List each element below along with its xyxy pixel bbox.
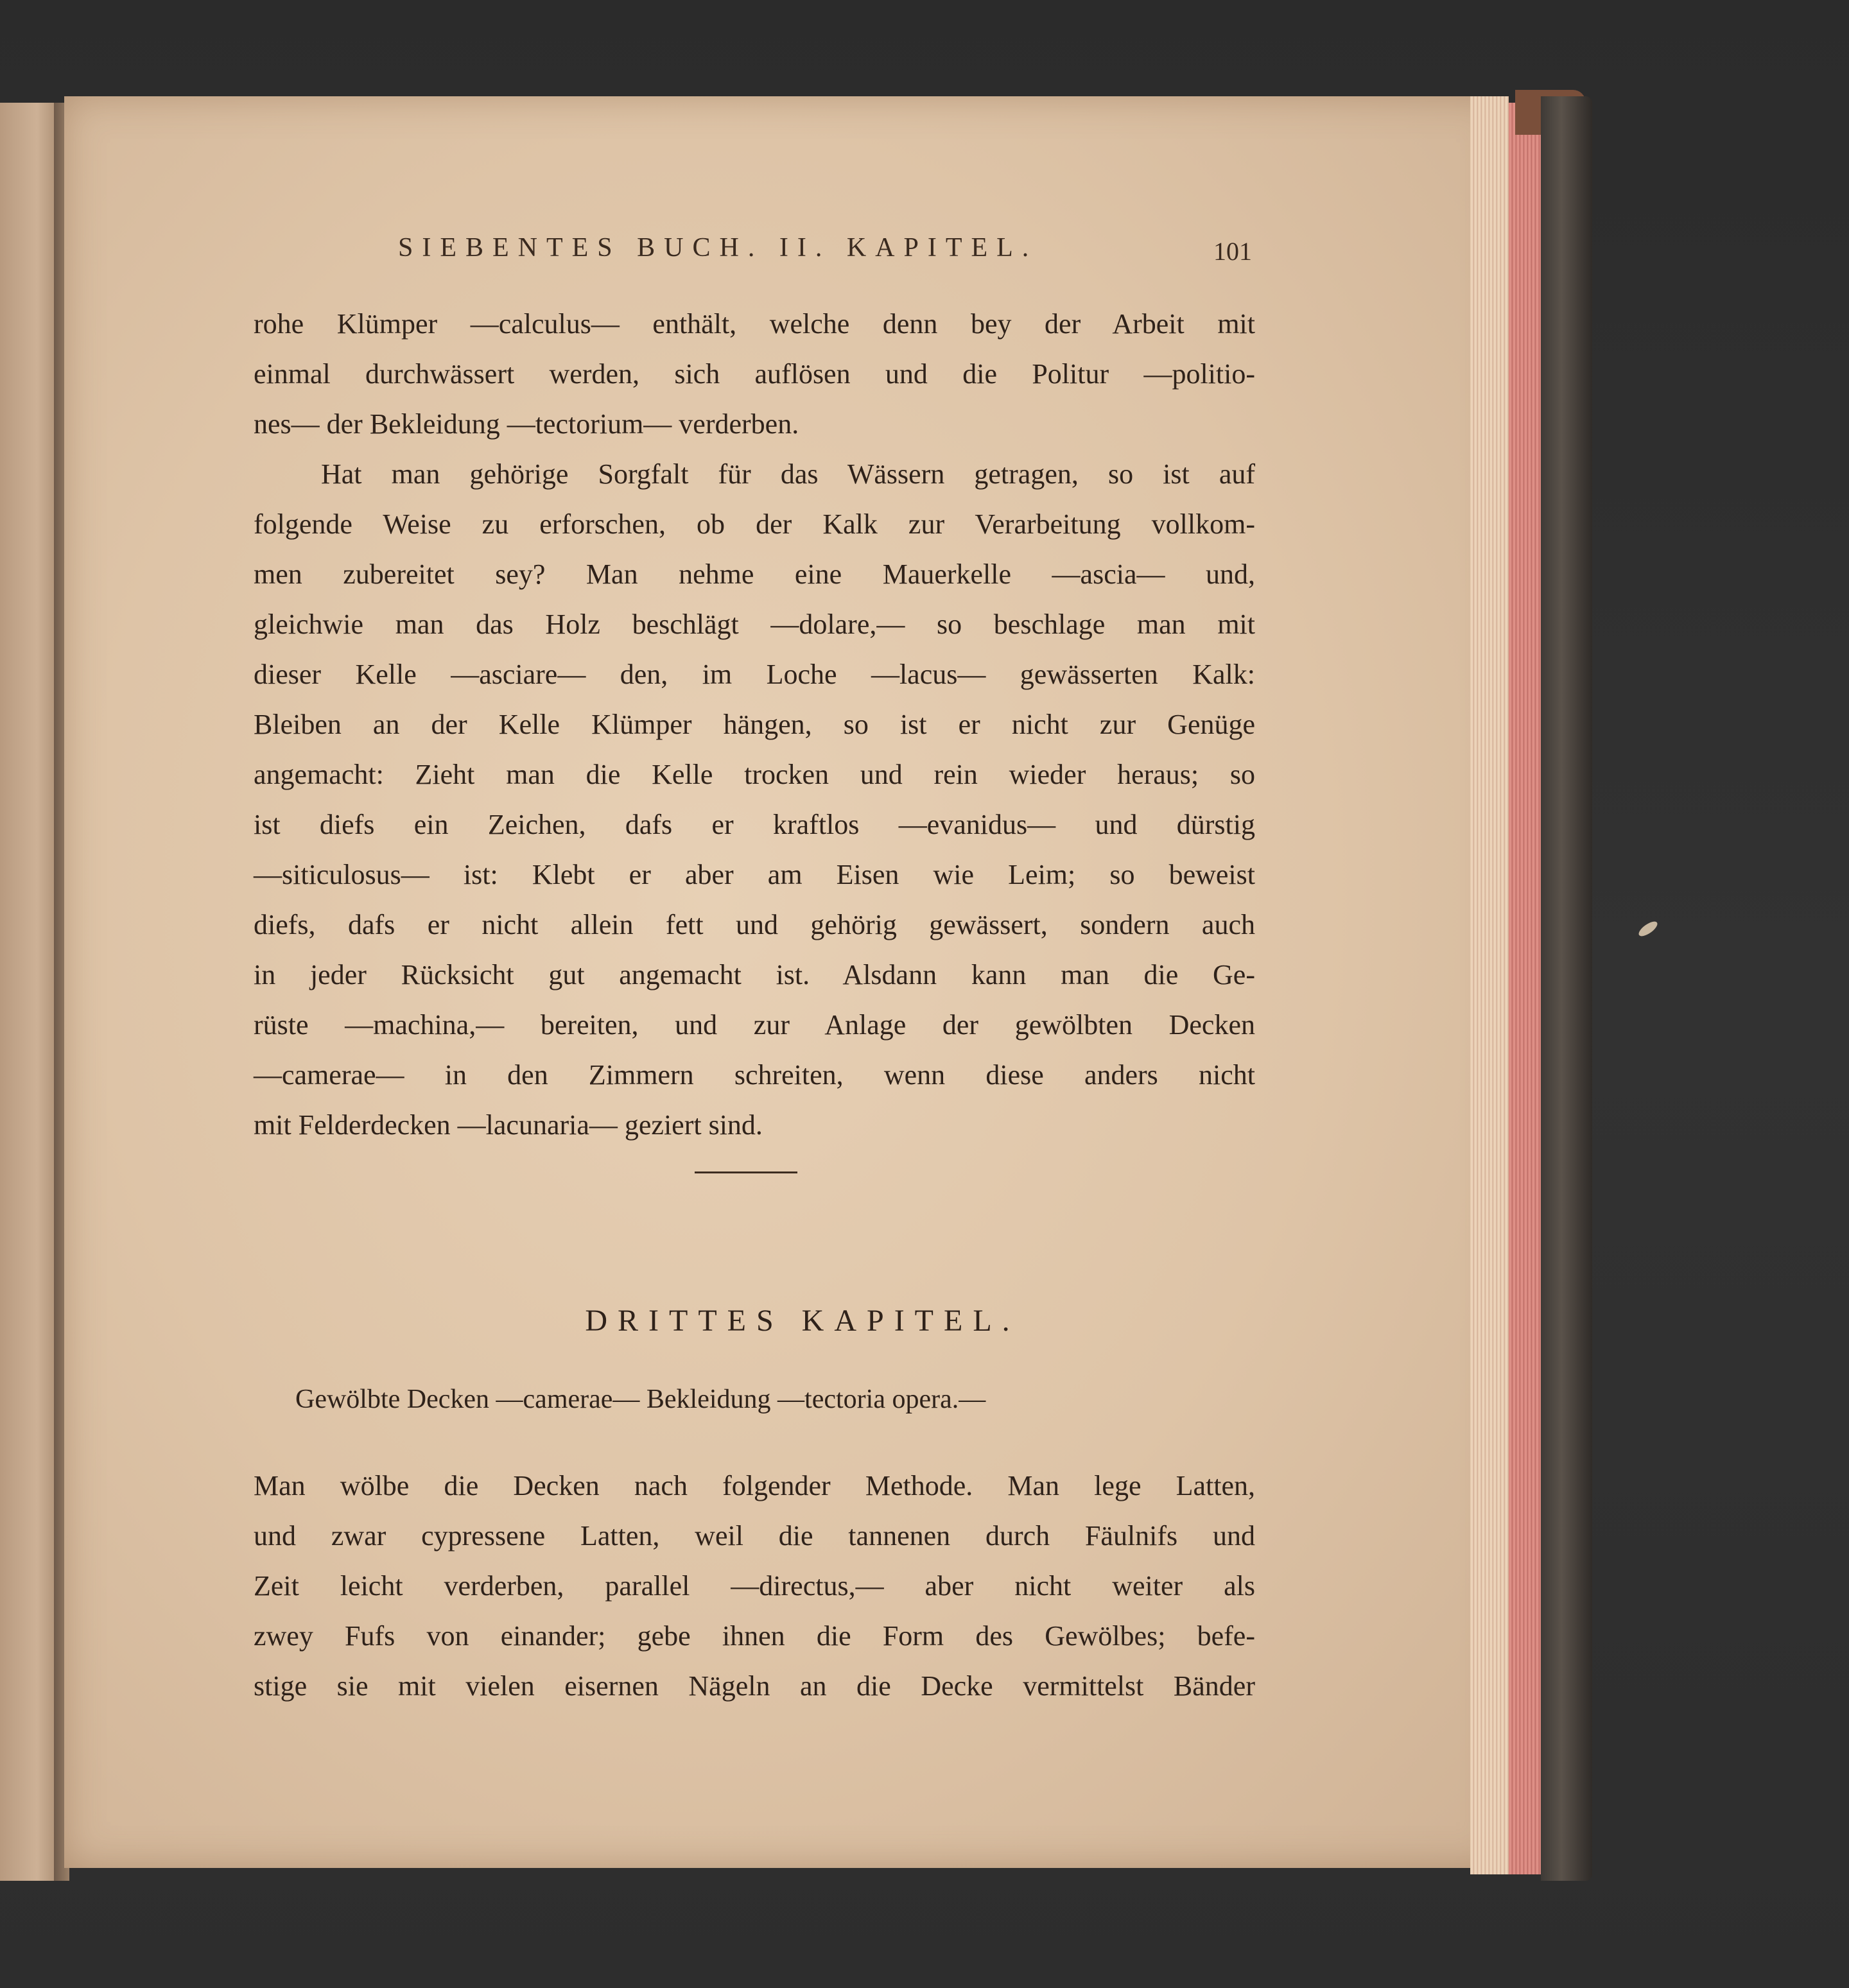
text-line: zwey Fufs von einander; gebe ihnen die Form des Gewölbes; befe- (254, 1620, 1255, 1652)
section-divider (695, 1171, 797, 1173)
page-block-edge (1470, 96, 1509, 1874)
text-line: und zwar cypressene Latten, weil die tannenen durch Fäulnifs und (254, 1520, 1255, 1552)
text-line: ist diefs ein Zeichen, dafs er kraftlos —evanidus— und dürstig (254, 809, 1255, 840)
running-head: SIEBENTES BUCH. II. KAPITEL. (398, 233, 1038, 263)
text-line: folgende Weise zu erforschen, ob der Kalk zur Verarbeitung vollkom- (254, 508, 1255, 540)
text-line: stige sie mit vielen eisernen Nägeln an die Decke vermittelst Bänder (254, 1670, 1255, 1702)
facing-page-edge (0, 103, 62, 1881)
book-cover (1541, 96, 1592, 1881)
text-line: angemacht: Zieht man die Kelle trocken und rein wieder heraus; so (254, 759, 1255, 790)
text-line: diefs, dafs er nicht allein fett und gehörig gewässert, sondern auch (254, 909, 1255, 940)
text-line: dieser Kelle —asciare— den, im Loche —lacus— gewässerten Kalk: (254, 659, 1255, 690)
text-line: men zubereitet sey? Man nehme eine Mauerkelle —ascia— und, (254, 558, 1255, 590)
text-line: gleichwie man das Holz beschlägt —dolare,— so beschlage man mit (254, 609, 1255, 640)
chapter-title: DRITTES KAPITEL. (585, 1304, 1020, 1338)
text-line: Bleiben an der Kelle Klümper hängen, so ist er nicht zur Genüge (254, 709, 1255, 740)
text-line: —siticulosus— ist: Klebt er aber am Eisen wie Leim; so beweist (254, 859, 1255, 890)
text-line: in jeder Rücksicht gut angemacht ist. Alsdann kann man die Ge- (254, 959, 1255, 990)
text-line: Hat man gehörige Sorgfalt für das Wässern getragen, so ist auf (321, 458, 1255, 490)
text-line: Man wölbe die Decken nach folgender Methode. Man lege Latten, (254, 1470, 1255, 1501)
text-line: mit Felderdecken —lacunaria— geziert sind. (254, 1109, 763, 1141)
text-line: —camerae— in den Zimmern schreiten, wenn diese anders nicht (254, 1059, 1255, 1091)
chapter-subtitle: Gewölbte Decken —camerae— Bekleidung —tectoria opera.— (295, 1385, 986, 1414)
text-line: rüste —machina,— bereiten, und zur Anlage der gewölbten Decken (254, 1009, 1255, 1041)
page-number: 101 (1213, 237, 1252, 266)
text-line: rohe Klümper —calculus— enthält, welche denn bey der Arbeit mit (254, 308, 1255, 340)
text-line: Zeit leicht verderben, parallel —directus,— aber nicht weiter als (254, 1570, 1255, 1602)
text-line: einmal durchwässert werden, sich auflösen und die Politur —politio- (254, 358, 1255, 390)
text-line: nes— der Bekleidung —tectorium— verderben. (254, 408, 799, 440)
